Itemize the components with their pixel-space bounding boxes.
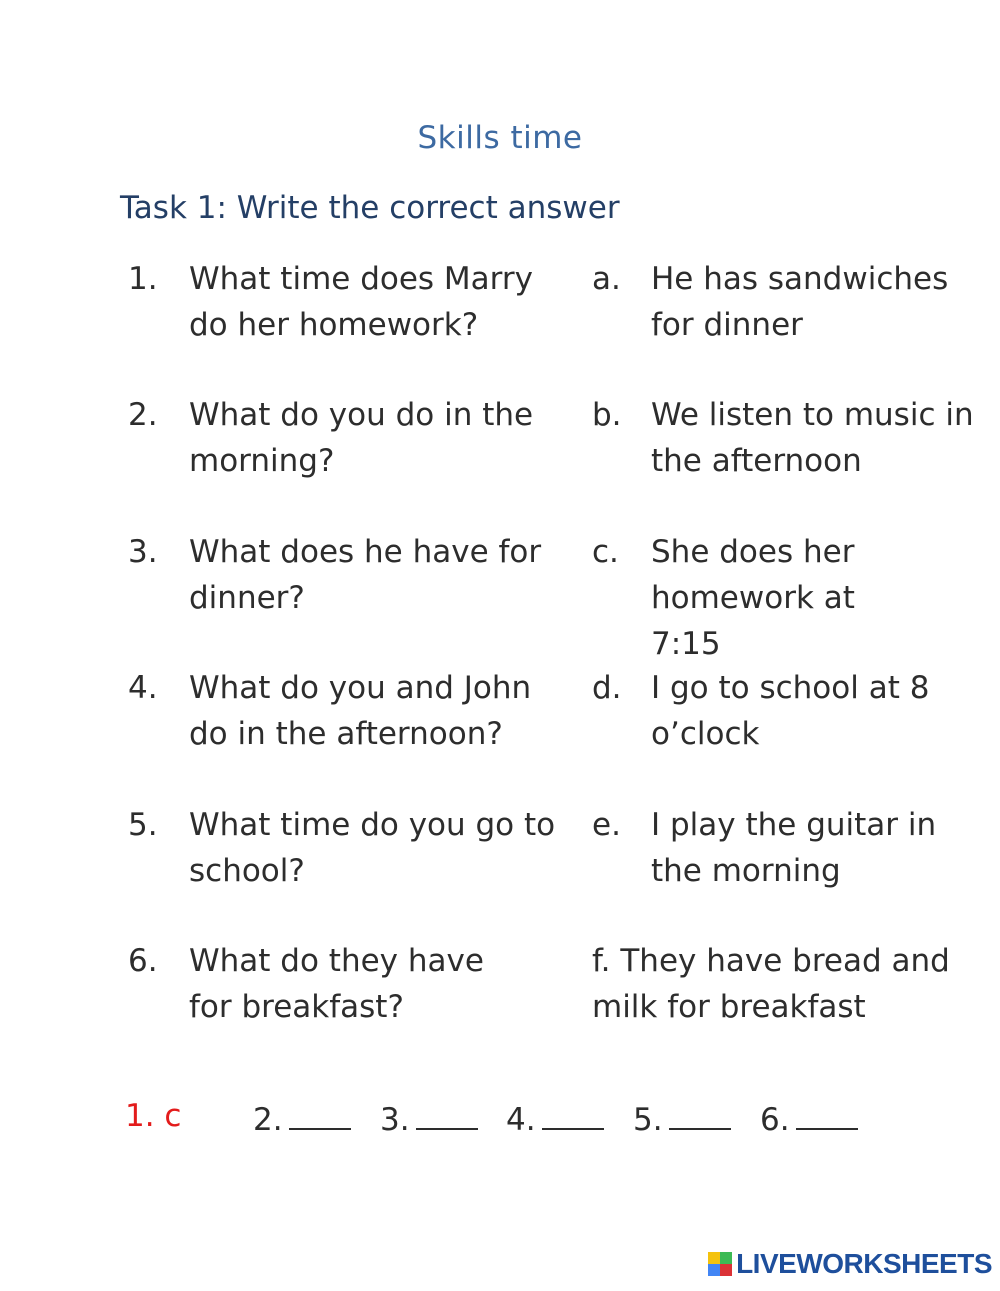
option-text: I go to school at 8 o’clock [651, 670, 930, 752]
question-text: What do you and John do in the afternoon? [189, 670, 532, 752]
answer-4-slot[interactable] [506, 1098, 604, 1138]
task-heading: Task 1: Write the correct answer [120, 190, 620, 226]
question-number: 4. [128, 670, 158, 706]
question-number: 5. [128, 807, 158, 843]
answer-2-slot[interactable] [253, 1098, 351, 1138]
brand-name: LIVEWORKSHEETS [736, 1248, 992, 1279]
answer-1-filled: 1. c [125, 1098, 182, 1134]
question-text: What do they have for breakfast? [189, 943, 484, 1025]
option-letter: b. [592, 397, 622, 433]
answer-label: 4. [506, 1102, 536, 1138]
option-letter: a. [592, 261, 621, 297]
option-text: She does her homework at 7:15 [651, 534, 855, 662]
answer-blank[interactable] [542, 1098, 604, 1130]
option-text: We listen to music in the afternoon [651, 397, 974, 479]
liveworksheets-logo [708, 1249, 992, 1279]
liveworksheets-icon [708, 1252, 732, 1276]
answer-blank[interactable] [669, 1098, 731, 1130]
option-text: f. They have bread and milk for breakfast [592, 943, 950, 1025]
answer-3-slot[interactable] [380, 1098, 478, 1138]
option-letter: d. [592, 670, 622, 706]
question-number: 2. [128, 397, 158, 433]
answer-blank[interactable] [796, 1098, 858, 1130]
question-number: 6. [128, 943, 158, 979]
option-letter: c. [592, 534, 619, 570]
answer-label: 6. [760, 1102, 790, 1138]
question-number: 3. [128, 534, 158, 570]
option-text: I play the guitar in the morning [651, 807, 937, 889]
question-text: What do you do in the morning? [189, 397, 534, 479]
answer-6-slot[interactable] [760, 1098, 858, 1138]
option-letter: e. [592, 807, 621, 843]
answer-label: 2. [253, 1102, 283, 1138]
option-text: He has sandwiches for dinner [651, 261, 949, 343]
answer-blank[interactable] [416, 1098, 478, 1130]
answer-blank[interactable] [289, 1098, 351, 1130]
question-text: What time do you go to school? [189, 807, 556, 889]
worksheet-title: Skills time [417, 120, 583, 156]
question-number: 1. [128, 261, 158, 297]
answer-label: 3. [380, 1102, 410, 1138]
question-text: What does he have for dinner? [189, 534, 542, 616]
answer-5-slot[interactable] [633, 1098, 731, 1138]
question-text: What time does Marry do her homework? [189, 261, 533, 343]
answer-label: 5. [633, 1102, 663, 1138]
